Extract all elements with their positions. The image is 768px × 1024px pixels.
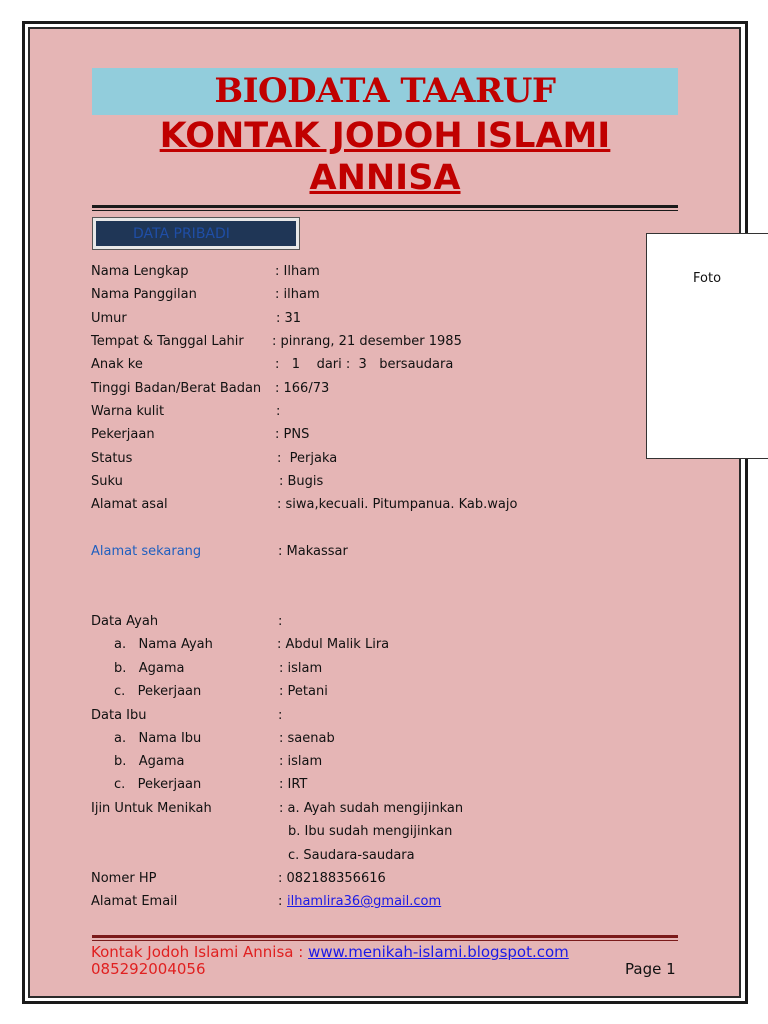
photo-label: Foto [693, 271, 722, 286]
father-item-value: : Petani [279, 684, 328, 699]
field-value: : 31 [276, 311, 302, 326]
footer-text: Kontak Jodoh Islami Annisa : [91, 943, 309, 961]
section-tab-label: DATA PRIBADI [133, 226, 230, 242]
footer-text-line [91, 943, 569, 961]
field-value: : siwa,kecuali. Pitumpanua. Kab.wajo [277, 497, 518, 512]
mother-item-value: : saenab [279, 731, 335, 746]
permission-line: : a. Ayah sudah mengijinkan [279, 801, 464, 816]
mother-item-label: c. Pekerjaan [114, 777, 202, 792]
field-label: Pekerjaan [91, 427, 155, 442]
phone-value: : 082188356616 [278, 871, 386, 886]
footer-url-link[interactable]: www.menikah-islami.blogspot.com [308, 943, 569, 961]
header-rule-thin [92, 210, 678, 211]
permission-label: Ijin Untuk Menikah [91, 801, 212, 816]
email-colon: : [278, 894, 283, 909]
field-value: : 166/73 [275, 381, 330, 396]
father-item-label: c. Pekerjaan [114, 684, 202, 699]
permission-line: b. Ibu sudah mengijinkan [288, 824, 453, 839]
mother-label: Data Ibu [91, 708, 147, 723]
field-value: : PNS [275, 427, 310, 442]
field-label: Nama Panggilan [91, 287, 197, 302]
father-item-value: : Abdul Malik Lira [277, 637, 390, 652]
mother-item-value: : IRT [279, 777, 308, 792]
photo-placeholder [646, 233, 768, 459]
field-label: Alamat asal [91, 497, 168, 512]
header-rule [92, 205, 678, 208]
mother-colon: : [278, 708, 283, 723]
field-label: Warna kulit [91, 404, 165, 419]
section-tab-data-pribadi [92, 217, 300, 250]
mother-item-label: a. Nama Ibu [114, 731, 202, 746]
footer-phone: 085292004056 [91, 960, 206, 978]
field-label: Status [91, 451, 133, 466]
father-item-label: a. Nama Ayah [114, 637, 213, 652]
field-value: : Bugis [279, 474, 324, 489]
document-subtitle-line1: KONTAK JODOH ISLAMI [159, 116, 611, 156]
footer-rule [92, 935, 678, 938]
field-label: Suku [91, 474, 123, 489]
mother-item-label: b. Agama [114, 754, 185, 769]
field-value: : Ilham [275, 264, 320, 279]
field-value: : pinrang, 21 desember 1985 [272, 334, 462, 349]
field-label: Tinggi Badan/Berat Badan [91, 381, 262, 396]
field-value: : ilham [275, 287, 320, 302]
email-label: Alamat Email [91, 894, 178, 909]
field-value: : Makassar [278, 544, 348, 559]
field-label-current-address: Alamat sekarang [91, 544, 202, 559]
field-value: : [276, 404, 281, 419]
permission-line: c. Saudara-saudara [288, 848, 415, 863]
email-link[interactable]: ilhamlira36@gmail.com [287, 894, 442, 909]
field-value: : 1 dari : 3 bersaudara [275, 357, 454, 372]
field-value: : Perjaka [277, 451, 338, 466]
document-title: BIODATA TAARUF [214, 71, 556, 111]
father-colon: : [278, 614, 283, 629]
field-label: Tempat & Tanggal Lahir [91, 334, 244, 349]
father-item-label: b. Agama [114, 661, 185, 676]
page-number: Page 1 [625, 960, 676, 978]
footer-rule-thin [92, 940, 678, 941]
father-label: Data Ayah [91, 614, 159, 629]
father-item-value: : islam [279, 661, 323, 676]
mother-item-value: : islam [279, 754, 323, 769]
phone-label: Nomer HP [91, 871, 157, 886]
field-label: Nama Lengkap [91, 264, 189, 279]
field-label: Umur [91, 311, 127, 326]
document-subtitle-line2: ANNISA [309, 158, 461, 198]
field-label: Anak ke [91, 357, 143, 372]
